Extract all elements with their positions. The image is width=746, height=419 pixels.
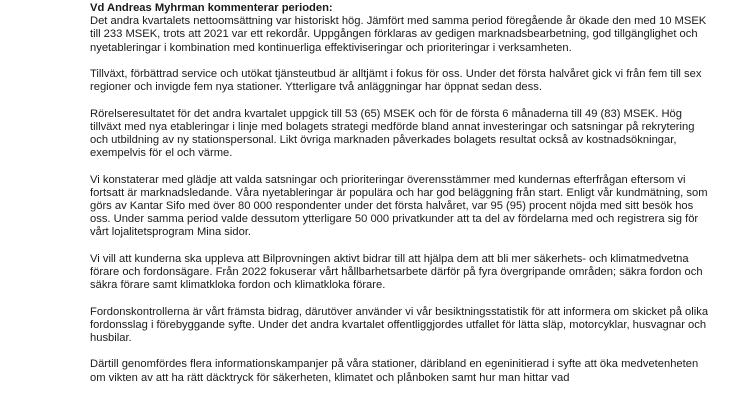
paragraph-net-sales: Det andra kvartalets nettoomsättning var historiskt hög. Jämfört med samma period föregående år ökade den med 10 MSEK till 233 MSEK, trots att 2021 var ett rekordår. Uppgången förklaras av gedigen marknadsbearbetning, god tillgänglighet och nyetableringar i kombination med kontinuerliga effektiviseringar och prioriteringar i verksamheten. [90,15,707,54]
paragraph-customer-satisfaction: Vi konstaterar med glädje att valda satsningar och prioriteringar överensstämmer med kundernas efterfrågan eftersom vi fortsatt är marknadsledande. Våra nyetableringar är populära och har god beläggning från start. Enligt vår kundmätning, som görs av Kantar Sifo med över 80 000 respondenter under det första halvåret, var 95 (95) procent nöjda med sitt besök hos oss. Under samma period valde dessutom ytterligare 50 000 privatkunder att ta del av fördelarna med och registrera sig för vårt lojalitetsprogram Mina sidor. [90,173,708,239]
paragraph-information-campaigns: Därtill genomfördes flera informationskampanjer på våra stationer, däribland en egeninitierad i syfte att öka medvetenheten om vikten av att ha rätt däcktryck för säkerheten, klimatet och plånboken samt hur man hittar vad [90,358,699,384]
paragraph-growth: Tillväxt, förbättrad service och utökat tjänsteutbud är alltjämt i fokus för oss. Under det första halvåret gick vi från fem till sex regioner och invigde fem nya stationer. Ytterligare två anläggningar har öppnat sedan dess. [90,68,702,94]
press-release-document [90,2,710,398]
paragraph-vehicle-inspections: Fordonskontrollerna är vårt främsta bidrag, därutöver använder vi vår besiktningsstatistik för att informera om skicket på olika fordonsslag i förebyggande syfte. Under det andra kvartalet offentliggjordes utfallet för lätta släp, motorcyklar, husvagnar och husbilar. [90,305,709,344]
paragraph-sustainability: Vi vill att kunderna ska uppleva att Bilprovningen aktivt bidrar till att hjälpa dem att bli mer säkerhets- och klimatmedvetna förare och fordonsägare. Från 2022 fokuserar vårt hållbarhetsarbete därför på fyra övergripande områden; säkra fordon och säkra förare samt klimatkloka fordon och klimatkloka förare. [90,252,703,292]
section-heading: Vd Andreas Myhrman kommenterar perioden: [90,2,333,14]
paragraph-operating-result: Rörelseresultatet för det andra kvartalet uppgick till 53 (65) MSEK och för de första 6 månaderna till 49 (83) MSEK. Hög tillväxt med nya etableringar i linje med bolagets strategi medförde bland annat investeringar och satsningar på rekrytering och utbildning av ny stationspersonal. Likt övriga marknaden påverkades bolagets resultat också av kostnadsökningar, exempelvis för el och värme. [90,107,695,160]
